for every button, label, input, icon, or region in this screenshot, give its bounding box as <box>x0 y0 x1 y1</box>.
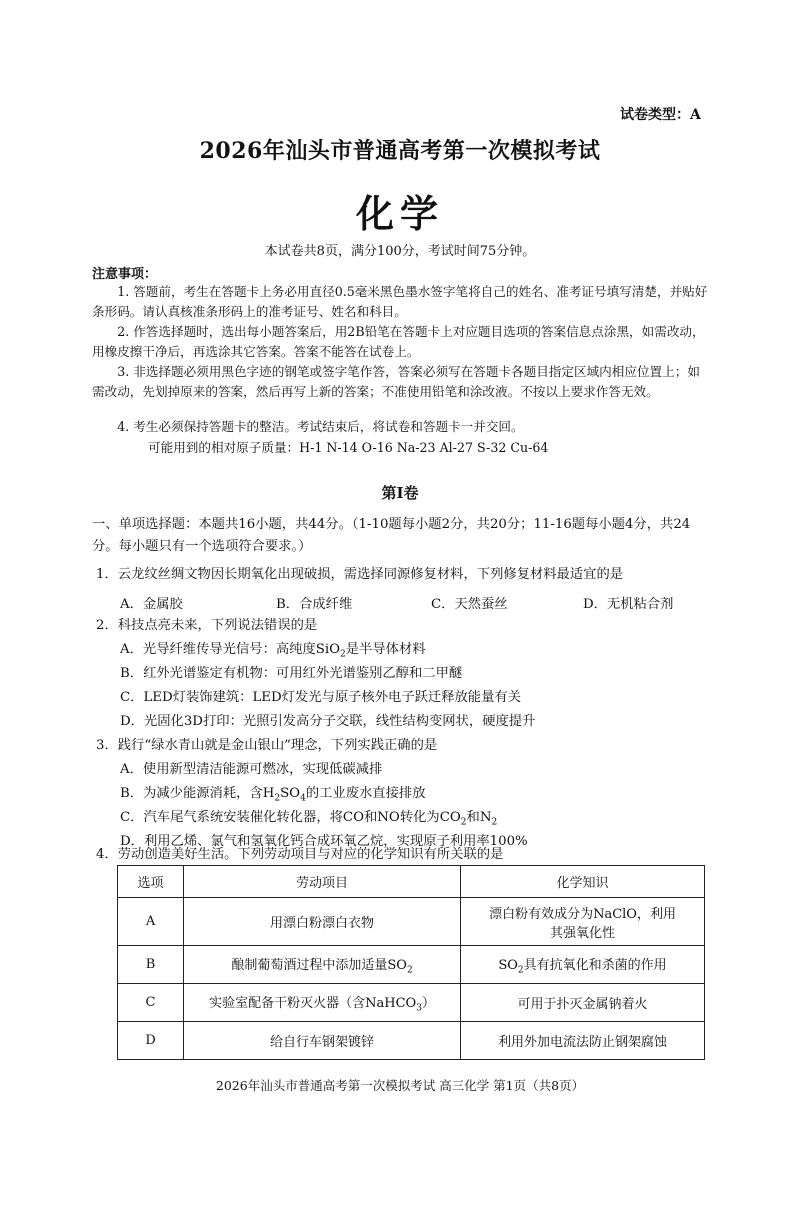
table-cell-knowledge-line-1: 漂白粉有效成分为NaClO，利用 <box>489 906 676 922</box>
question-3-stem: 3．践行“绿水青山就是金山银山”理念，下列实践正确的是 <box>96 738 438 753</box>
question-1-stem: 1．云龙纹丝绸文物因长期氧化出现破损，需选择同源修复材料，下列修复材料最适宜的是 <box>96 567 624 582</box>
notice-item-1: 1. 答题前，考生在答题卡上务必用直径0.5毫米黑色墨水签字笔将自己的姓名、准考证号填写清楚，并贴好条形码。请认真核准条形码上的准考证号、姓名和科目。 <box>92 284 708 319</box>
table-cell-knowledge <box>461 946 705 984</box>
part-title: 第Ⅰ卷 <box>381 484 419 502</box>
notice-item-4: 4. 考生必须保持答题卡的整洁。考试结束后，将试卷和答题卡一并交回。 <box>117 419 524 434</box>
table-cell-knowledge-subscript: 2 <box>517 965 524 976</box>
question-3-option-b-subscript-2: 4 <box>300 793 306 804</box>
table-cell-knowledge-text-2: 具有抗氧化和杀菌的作用 <box>523 957 667 973</box>
question-3-option-b <box>120 782 426 804</box>
table-cell-labor-text: 酿制葡萄酒过程中添加适量SO <box>231 957 407 973</box>
table-header-option: 选项 <box>118 866 184 898</box>
table-cell-labor <box>184 946 461 984</box>
table-row <box>118 946 705 984</box>
table-cell-labor: 用漂白粉漂白衣物 <box>184 898 461 946</box>
paper-type: 试卷类型：A <box>620 107 701 123</box>
question-2-option-a-text-2: 是半导体材料 <box>345 642 426 657</box>
question-4-stem: 4．劳动创造美好生活。下列劳动项目与对应的化学知识有所关联的是 <box>96 847 504 862</box>
atomic-masses: 可能用到的相对原子质量：H-1 N-14 O-16 Na-23 Al-27 S-32 Cu-64 <box>148 440 549 455</box>
question-1-option-c: C．天然蚕丝 <box>431 597 508 612</box>
question-1-option-a: A．金属胶 <box>120 597 183 612</box>
question-3-option-c-subscript-1: 2 <box>460 817 467 828</box>
table-row <box>118 1022 705 1060</box>
subject-title: 化学 <box>355 191 444 236</box>
question-3-option-b-text-2: SO <box>280 786 301 801</box>
question-3-option-a: A．使用新型清洁能源可燃冰，实现低碳减排 <box>120 762 383 777</box>
table-cell-option: C <box>118 984 184 1022</box>
notice-item-2: 2. 作答选择题时，选出每小题答案后，用2B铅笔在答题卡上对应题目选项的答案信息点涂黑，如需改动，用橡皮擦干净后，再选涂其它答案。答案不能答在试卷上。 <box>92 324 705 359</box>
question-2-option-a-text: A．光导纤维传导光信号：高纯度SiO <box>120 642 341 657</box>
table-cell-knowledge-line-2: 其强氧化性 <box>550 925 616 941</box>
table-cell-option: D <box>118 1022 184 1060</box>
table-cell-knowledge <box>461 898 705 946</box>
question-4-table <box>117 865 705 1060</box>
exam-info: 本试卷共8页，满分100分，考试时间75分钟。 <box>264 244 536 259</box>
section-instructions: 一、单项选择题：本题共16小题，共44分。（1-10题每小题2分，共20分；11-16题每小题4分，共24分。每小题只有一个选项符合要求。） <box>92 517 691 554</box>
question-3-option-b-text: B．为减少能源消耗，含H <box>120 786 275 801</box>
table-header-row <box>118 866 705 898</box>
question-1-option-d: D．无机粘合剂 <box>583 597 674 612</box>
question-1-option-b: B．合成纤维 <box>276 597 353 612</box>
table-cell-option: B <box>118 946 184 984</box>
page-footer: 2026年汕头市普通高考第一次模拟考试 高三化学 第1页（共8页） <box>215 1078 585 1093</box>
table-cell-labor-subscript: 2 <box>406 965 413 976</box>
question-3-option-c-text-2: 和N <box>466 810 492 825</box>
question-2-option-d: D．光固化3D打印：光照引发高分子交联，线性结构变网状，硬度提升 <box>120 714 536 729</box>
table-cell-knowledge: 可用于扑灭金属钠着火 <box>461 984 705 1022</box>
question-3-option-b-subscript-1: 2 <box>274 793 281 804</box>
table-cell-option: A <box>118 898 184 946</box>
table-cell-labor-text: 实验室配备干粉灭火器（含NaHCO <box>209 995 417 1011</box>
question-2-option-a-subscript: 2 <box>340 649 346 660</box>
question-3-option-d: D．利用乙烯、氯气和氢氧化钙合成环氧乙烷，实现原子利用率100% <box>120 834 528 849</box>
table-cell-labor-subscript: 3 <box>416 1003 422 1014</box>
table-cell-knowledge: 利用外加电流法防止钢架腐蚀 <box>461 1022 705 1060</box>
table-cell-labor: 给自行车钢架镀锌 <box>184 1022 461 1060</box>
table-cell-labor <box>184 984 461 1022</box>
question-2-stem: 2．科技点亮未来，下列说法错误的是 <box>96 618 318 633</box>
question-2-option-b: B．红外光谱鉴定有机物：可用红外光谱鉴别乙醇和二甲醚 <box>120 666 463 681</box>
question-3-option-c <box>120 806 497 828</box>
table-header-knowledge: 化学知识 <box>461 866 705 898</box>
table-header-labor: 劳动项目 <box>184 866 461 898</box>
question-3-option-b-text-3: 的工业废水直接排放 <box>305 786 426 801</box>
exam-title: 2026年汕头市普通高考第一次模拟考试 <box>199 138 601 164</box>
notice-item-3: 3. 非选择题必须用黑色字迹的钢笔或签字笔作答，答案必须写在答题卡各题目指定区域内相应位置上；如需改动，先划掉原来的答案，然后再写上新的答案；不准使用铅笔和涂改液。不按以上要求作答无效。 <box>92 364 700 399</box>
notice-heading: 注意事项： <box>92 267 158 282</box>
question-3-option-c-text: C．汽车尾气系统安装催化转化器，将CO和NO转化为CO <box>120 810 461 825</box>
table-cell-labor-text-2: ） <box>421 995 435 1011</box>
table-cell-knowledge-text: SO <box>498 957 518 973</box>
question-2-option-a <box>120 638 426 660</box>
table-row <box>118 898 705 946</box>
question-2-option-c: C．LED灯装饰建筑：LED灯发光与原子核外电子跃迁释放能量有关 <box>120 690 521 705</box>
question-3-option-c-subscript-2: 2 <box>491 817 498 828</box>
table-row <box>118 984 705 1022</box>
